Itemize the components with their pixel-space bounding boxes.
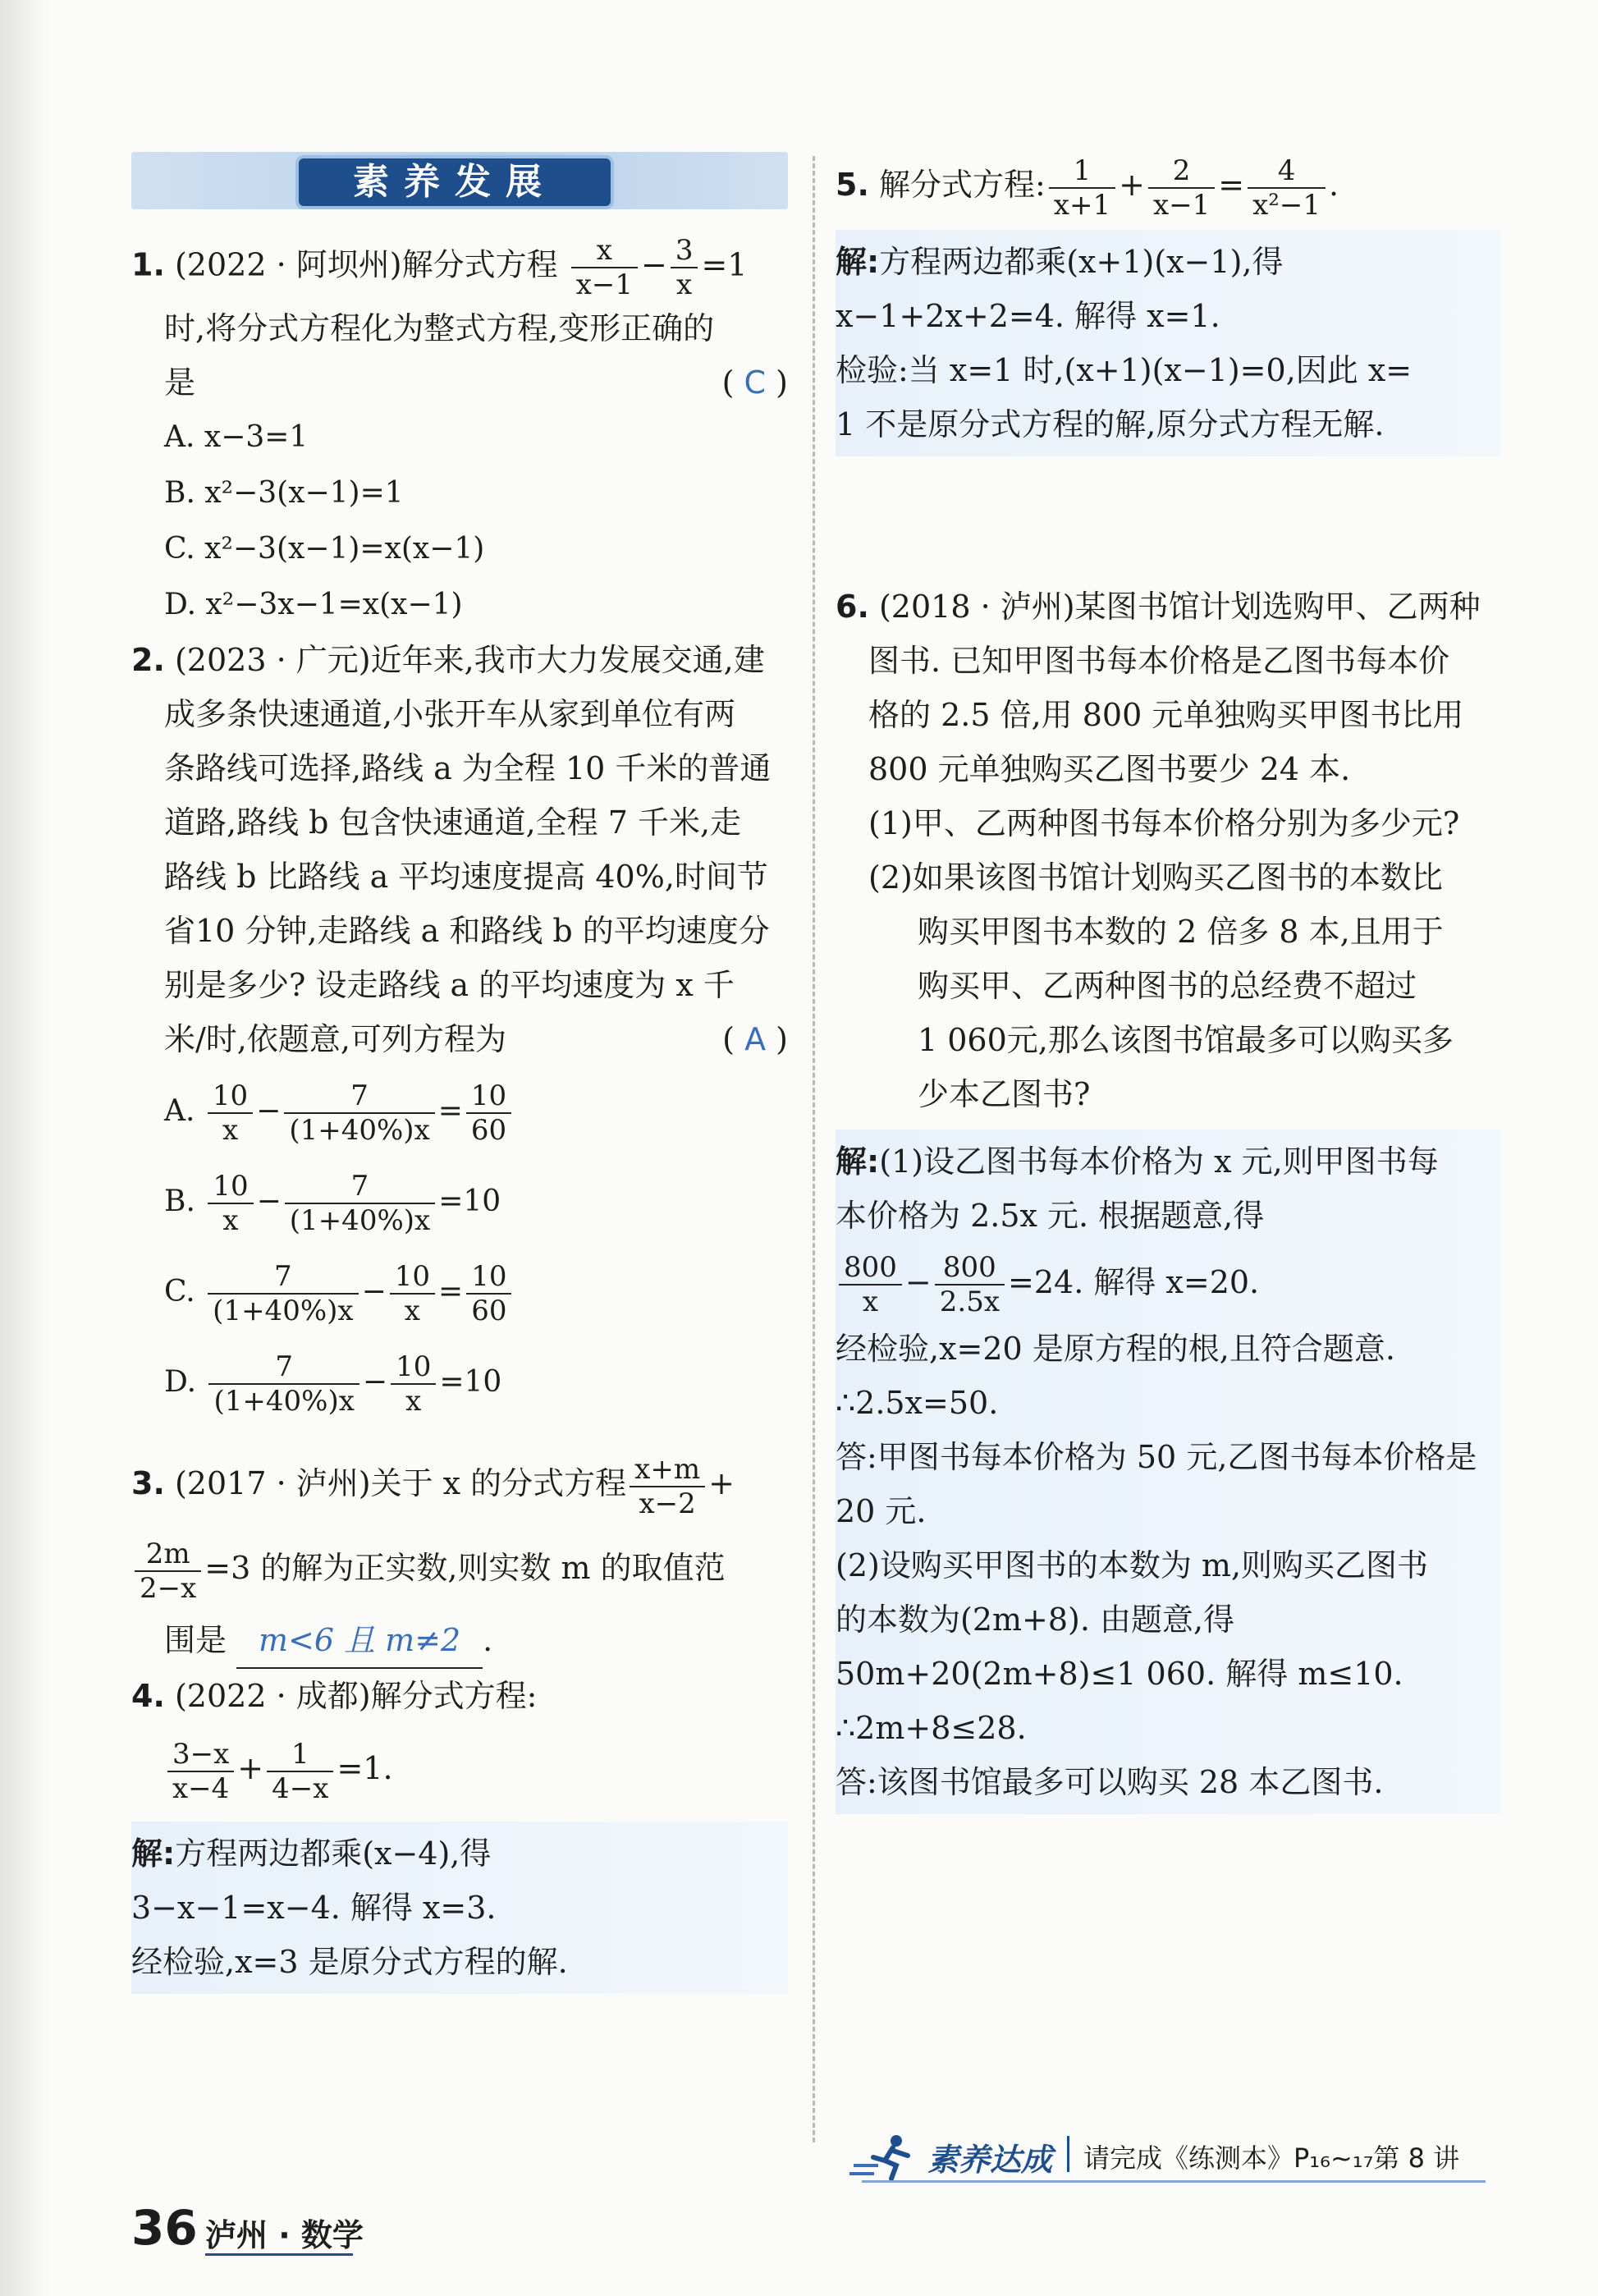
sub-question-2: (2)如果该图书馆计划购买乙图书的本数比 (868, 859, 1443, 896)
option-d: D. x²−3x−1=x(x−1) (164, 588, 463, 621)
option-b: B. x²−3(x−1)=1 (164, 476, 404, 510)
page-title-underline (205, 2253, 353, 2256)
question-5: 5. 解分式方程: $\frac{1}{x+1}$ + $\frac{2}{x-1}$ = $\frac{4}{\text{x²−1}}$ . 解:方程两边都乘(x+1)(x−1),得 x−1+2x+2=4. 解得 x=1. 检验:当 x=1 时,(x+1)(x−1)=0,因此 x= 1 不是原分式方程的解,原分式方程无解. (836, 152, 1500, 456)
solution-label: 解: (131, 1835, 176, 1872)
answer-bracket: ( C ) (721, 364, 788, 401)
question-number: 5. (836, 167, 869, 203)
option-b: B. $\frac{10}{x}$ − $\frac{7}{(1+40\%)x}$ =10 (164, 1170, 501, 1237)
left-column (131, 152, 788, 1994)
runner-icon (845, 2133, 919, 2182)
section-banner (131, 152, 788, 209)
option-a: A. $\frac{10}{x}$ − $\frac{7}{(1+40\%)x}$ = $\frac{10}{60}$ (131, 1066, 788, 1157)
answer-bracket: ( A ) (722, 1021, 788, 1057)
fraction: $\frac{x}{x-1}$ (571, 234, 638, 301)
question-number: 2. (131, 642, 165, 678)
option-d: D. $\frac{7}{(1+40\%)x}$ − $\frac{10}{x}$ =10 (164, 1350, 502, 1418)
solution-block: 解:方程两边都乘(x+1)(x−1),得 x−1+2x+2=4. 解得 x=1. 检验:当 x=1 时,(x+1)(x−1)=0,因此 x= 1 不是原分式方程的解,原分式方程无解. (836, 230, 1500, 456)
answer-blank: m<6 且 m≠2 (236, 1613, 483, 1669)
section-title: 素养发展 (295, 155, 614, 209)
question-number: 6. (836, 588, 869, 625)
answer-choice: C (744, 364, 767, 401)
question-number: 3. (131, 1465, 165, 1501)
workbook-reference: 请完成《练测本》P₁₆~₁₇第 8 讲 (1083, 2142, 1460, 2174)
option-c: C. x²−3(x−1)=x(x−1) (164, 532, 485, 566)
column-divider (813, 156, 815, 2142)
question-3: 3. (2017 · 泸州)关于 x 的分式方程 $\frac{x+m}{x-2}$ + $\frac{2m}{2-x}$ =3 的解为正实数,则实数 m 的取值范 围是 m<6 且 m≠2 . (131, 1444, 788, 1669)
solution-block: 解:方程两边都乘(x−4),得 3−x−1=x−4. 解得 x=3. 经检验,x=3 是原分式方程的解. (131, 1822, 788, 1994)
solution-label: 解: (836, 243, 880, 280)
question-4: 4. (2022 · 成都)解分式方程: $\frac{3-x}{x-4}$ + $\frac{1}{4-x}$ =1. 解:方程两边都乘(x−4),得 3−x−1=x−4. 解得 x=3. 经检验,x=3 是原分式方程的解. (131, 1669, 788, 1994)
question-2: 2. (2023 · 广元)近年来,我市大力发展交通,建 成多条快速通道,小张开车从家到单位有两 条路线可选择,路线 a 为全程 10 千米的普通 道路,路线 b 包含快速通道,全程 7 千米,走 路线 b 比路线 a 平均速度提高 40%,时间节 省10 分钟,走路线 a 和路线 b 的平均速度分 别是多少? 设走路线 a 的平均速度为 x 千 米/时,依题意,可列方程为 ( A ) A. $\frac{10}{x}$ − $\frac{7}{(1+40\%)x}$ = $\frac{10}{60}$ B. $\frac{10}{x}$ − $\frac{7}{(1+40\%)x}$ =10 C. $\frac{7}{(1+40\%)x}$ − $\frac{10}{x}$ = $\frac{10}{60}$ D. $\frac{7}{(1+40\%)x}$ − $\frac{10}{x}$ =10 (131, 633, 788, 1428)
solution-block: 解:(1)设乙图书每本价格为 x 元,则甲图书每 本价格为 2.5x 元. 根据题意,得 $\frac{800}{x}$ − $\frac{800}{2.5x}$ =24. 解得 x=20. 经检验,x=20 是原方程的根,且符合题意. ∴2.5x=50. 答:甲图书每本价格为 50 元,乙图书每本价格是 20 元. (2)设购买甲图书的本数为 m,则购买乙图书 的本数为(2m+8). 由题意,得 50m+20(2m+8)≤1 060. 解得 m≤10. ∴2m+8≤28. 答:该图书馆最多可以购买 28 本乙图书. (836, 1130, 1500, 1814)
question-1: 1. (2022 · 阿坝州)解分式方程 $\frac{x}{x-1}$ − $\frac{3}{x}$ =1 时,将分式方程化为整式方程,变形正确的 是 ( C ) A. x−3=1 B. x²−3(x−1)=1 C. x²−3(x−1)=x(x−1) D. x²−3x−1=x(x−1) (131, 234, 788, 633)
solution-label: 解: (836, 1143, 880, 1180)
question-number: 1. (131, 246, 165, 283)
logo-separator (1067, 2136, 1069, 2172)
page-title: 泸州 · 数学 (205, 2217, 364, 2253)
fraction: $\frac{3}{x}$ (671, 234, 698, 301)
answer-choice: A (744, 1021, 767, 1057)
sub-question-1: (1)甲、乙两种图书每本价格分别为多少元? (868, 804, 1460, 841)
option-c: C. $\frac{7}{(1+40\%)x}$ − $\frac{10}{x}$ = $\frac{10}{60}$ (131, 1247, 788, 1337)
question-number: 4. (131, 1678, 165, 1714)
option-a: A. x−3=1 (164, 420, 309, 454)
question-stem: (2022 · 阿坝州)解分式方程 (174, 246, 558, 283)
question-6: 6. (2018 · 泸州)某图书馆计划选购甲、乙两种 图书. 已知甲图书每本价格是乙图书每本价 格的 2.5 倍,用 800 元单独购买甲图书比用 800 元单独购买乙图书要少 24 本. (1)甲、乙两种图书每本价格分别为多少元? (2)如果该图书馆计划购买乙图书的本数比 购买甲图书本数的 2 倍多 8 本,且用于 购买甲、乙两种图书的总经费不超过 1 060元,那么该图书馆最多可以购买多 少本乙图书? 解:(1)设乙图书每本价格为 x 元,则甲图书每 本价格为 2.5x 元. 根据题意,得 $\frac{800}{x}$ − $\frac{800}{2.5x}$ =24. 解得 x=20. 经检验,x=20 是原方程的根,且符合题意. ∴2.5x=50. 答:甲图书每本价格为 50 元,乙图书每本价格是 20 元. (2)设购买甲图书的本数为 m,则购买乙图书 的本数为(2m+8). 由题意,得 50m+20(2m+8)≤1 060. 解得 m≤10. ∴2m+8≤28. 答:该图书馆最多可以购买 28 本乙图书. (836, 580, 1500, 1814)
footer-logo-bar (845, 2126, 1486, 2192)
logo-text: 素养达成 (927, 2142, 1053, 2178)
footer-line (862, 2180, 1486, 2183)
right-column (836, 152, 1500, 1814)
page-fold-shadow (0, 0, 49, 2296)
page-number: 36 (131, 2200, 198, 2256)
